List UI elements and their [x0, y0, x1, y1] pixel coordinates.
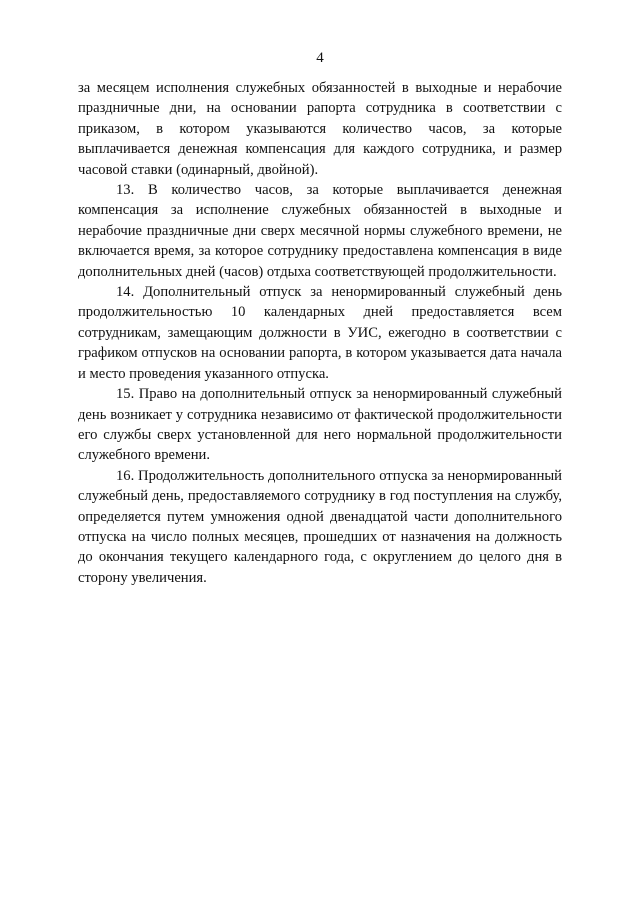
paragraph-16: 16. Продолжительность дополнительного отпуска за ненормированный служебный день, предоставляемого сотруднику в год поступления на службу, определяется путем умножения одной двенадцатой части дополнительного отпуска на число полных месяцев, прошедших от назначения на должность до окончания текущего календарного года, с округлением до целого дня в сторону увеличения. [78, 467, 562, 586]
page-number: 4 [316, 50, 324, 66]
paragraph-13: 13. В количество часов, за которые выплачивается денежная компенсация за исполнение служебных обязанностей в выходные и нерабочие праздничные дни сверх месячной нормы служебного времени, не включается время, за которое сотруднику предоставлена компенсация в виде дополнительных дней (часов) отдыха соответствующей продолжительности. [78, 182, 562, 280]
document-body [78, 78, 562, 588]
paragraph-continuation: за месяцем исполнения служебных обязанностей в выходные и нерабочие праздничные дни, на основании рапорта сотрудника в соответствии с приказом, в котором указываются количество часов, за которые выплачивается денежная компенсация для каждого сотрудника, и размер часовой ставки (одинарный, двойной). [78, 80, 562, 178]
paragraph-15: 15. Право на дополнительный отпуск за ненормированный служебный день возникает у сотрудника независимо от фактической продолжительности его службы сверх установленной для него нормальной продолжительности служебного времени. [78, 386, 562, 464]
paragraph-14: 14. Дополнительный отпуск за ненормированный служебный день продолжительностью 10 календарных дней предоставляется всем сотрудникам, замещающим должности в УИС, ежегодно в соответствии с графиком отпусков на основании рапорта, в котором указывается дата начала и место проведения указанного отпуска. [78, 284, 562, 382]
